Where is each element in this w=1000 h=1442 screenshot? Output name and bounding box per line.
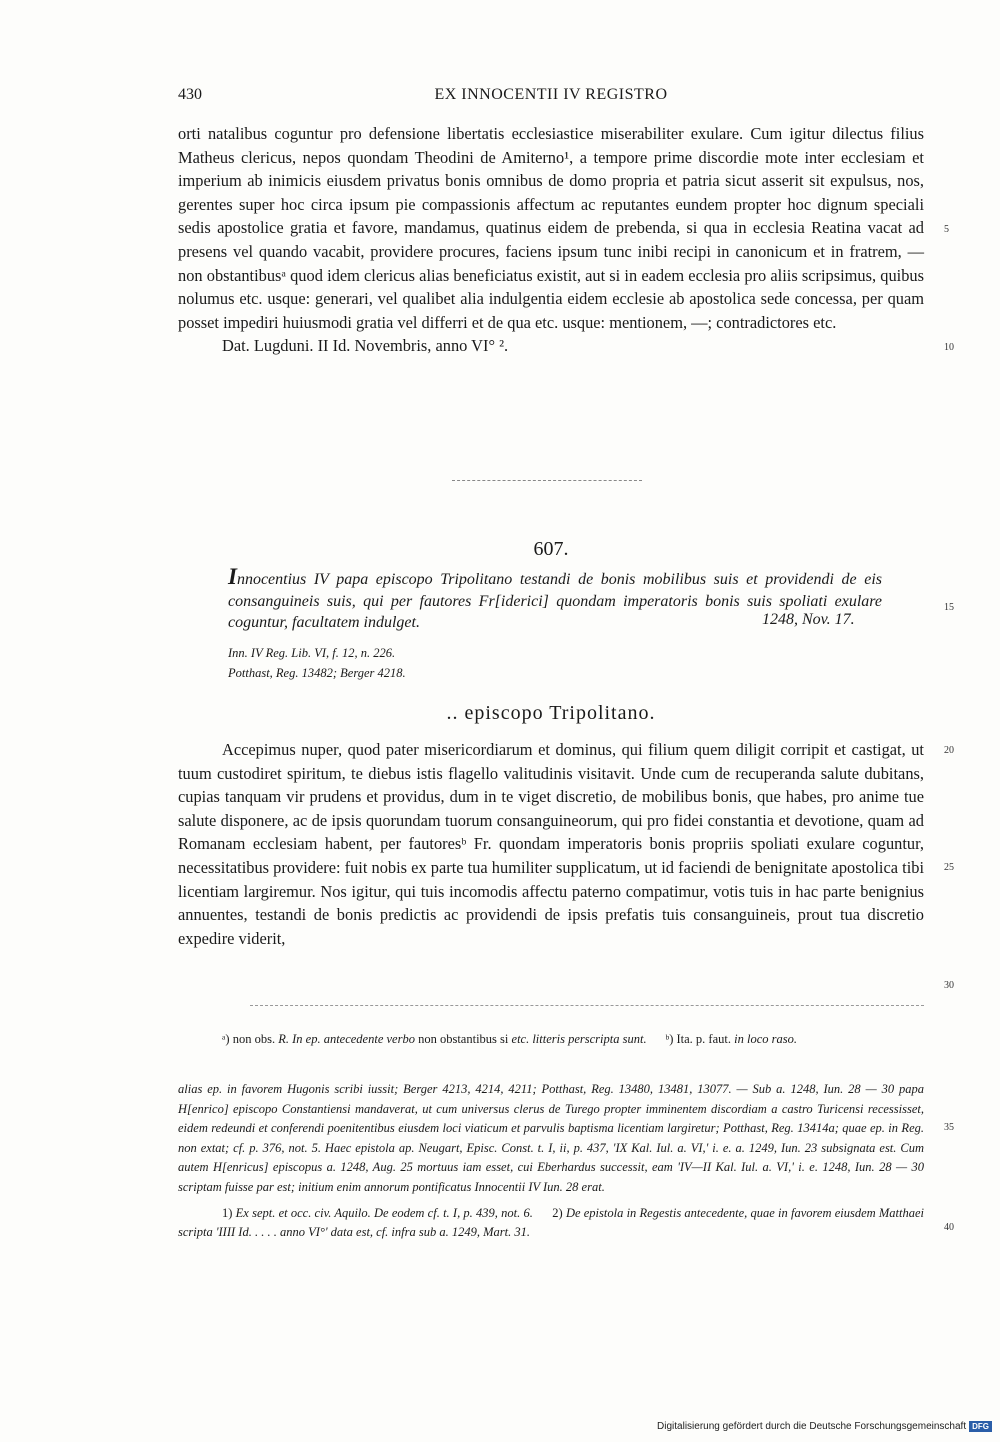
apparatus-a-1: non obs. bbox=[232, 1032, 276, 1046]
letter-607-text bbox=[178, 738, 924, 950]
source-register: Inn. IV Reg. Lib. VI, f. 12, n. 226. bbox=[228, 646, 396, 660]
line-number-5: 5 bbox=[944, 224, 949, 235]
letter-number: 607. bbox=[533, 538, 569, 560]
section-separator bbox=[452, 480, 642, 481]
footnote-1-text: Ex sept. et occ. civ. Aquilo. De eodem cf. t. I, p. 439, not. 6. bbox=[235, 1205, 533, 1220]
historical-footnotes bbox=[178, 1080, 924, 1243]
source-references bbox=[178, 643, 974, 683]
running-title: EX INNOCENTII IV REGISTRO bbox=[434, 86, 668, 103]
apparatus-a-5: etc. litteris perscripta sunt. bbox=[511, 1032, 647, 1046]
running-head bbox=[178, 86, 924, 108]
apparatus-a-2: R. bbox=[278, 1032, 289, 1046]
credit-text: Digitalisierung gefördert durch die Deutsche Forschungsgemeinschaft bbox=[657, 1421, 967, 1433]
apparatus-a-3: In ep. antecedente verbo bbox=[292, 1032, 415, 1046]
critical-apparatus bbox=[178, 1030, 924, 1050]
line-number-25: 25 bbox=[944, 862, 954, 873]
summary-date: 1248, Nov. 17. bbox=[762, 611, 855, 628]
apparatus-note-a bbox=[178, 1030, 924, 1050]
footnote-2-mark: 2) bbox=[552, 1205, 563, 1220]
line-number-10: 10 bbox=[944, 342, 954, 353]
dfg-logo-icon: DFG bbox=[969, 1421, 992, 1432]
letter-606-dating: Dat. Lugduni. II Id. Novembris, anno VI° ². bbox=[222, 336, 509, 356]
footnote-1-mark: 1) bbox=[222, 1205, 233, 1220]
apparatus-b-1: Ita. p. faut. bbox=[676, 1032, 731, 1046]
apparatus-b-2: in loco raso. bbox=[734, 1032, 797, 1046]
digitization-credit bbox=[620, 1421, 992, 1435]
apparatus-a-mark: ᵃ) bbox=[222, 1032, 230, 1046]
summary-text: nnocentius IV papa episcopo Tripolitano testandi de bonis mobilibus suis et providendi de eis consanguineis suis, qui per fautores Fr[iderici] quondam imperatoris bonis suis spoliati exulare coguntur, facultatem indulget. bbox=[228, 571, 882, 631]
letter-606-text bbox=[178, 122, 924, 358]
line-number-30: 30 bbox=[944, 980, 954, 991]
line-number-40: 40 bbox=[944, 1222, 954, 1233]
line-number-35: 35 bbox=[944, 1122, 954, 1133]
line-number-15: 15 bbox=[944, 602, 954, 613]
source-regesta: Potthast, Reg. 13482; Berger 4218. bbox=[228, 666, 406, 680]
footnote-continuation: alias ep. in favorem Hugonis scribi iussit; Berger 4213, 4214, 4211; Potthast, Reg. 13480, 13481, 13077. — Sub a. 1248, Iun. 28 — 30 papa H[enrico] episcopo Constantiensi mandaverat, ut cum universus clerus de Turego propter imminentem discordiam a castro Turicensi recessisset, eidem redeundi et conferendi poenitentibus eiusdem loci viaticum et parvulis baptisma licentiam largiretur; Potthast, Reg. 13414a; quae ep. in Reg. non extat; cf. p. 376, not. 5. Haec epistola ap. Neugart, Episc. Const. t. I, ii, p. 437, 'IX Kal. Iul. a. VI,' i. e. a. 1249, Iun. 23 subsignata est. Cum autem H[enricus] episcopus a. 1248, Aug. 25 mortuus iam esset, cui Eberhardus successit, eam 'IV—II Kal. Iul. a. VI,' i. e. 1248, Iun. 28 — 30 scriptam fuisse par est; initium enim annorum pontificatus Innocentii IV Iun. 28 erat. bbox=[178, 1082, 924, 1194]
letter-606-body: orti natalibus coguntur pro defensione libertatis ecclesiastice miserabiliter exulare. Cum igitur dilectus filius Matheus clericus, nepos quondam Theodini de Amiterno¹, a tempore prime discordie mote inter ecclesiam et imperium ab inimicis eiusdem privatus bonis omnibus de domo propria et patria sicut asserit sit expulsus, nos, gerentes super hoc circa ipsum pie compassionis affectum ac reputantes eundem propter hoc dignum speciali sedis apostolice gratia et favore, mandamus, quatinus eidem de prebenda, si qua in ecclesia Reatina vacat ad presens vel quando vacabit, providere procures, faciens ipsum tunc inibi recipi in canonicum et in fratrem, — non obstantibusᵃ quod idem clericus alias beneficiatus existit, aut si in eadem ecclesia pro aliis scripsimus, quibus nolumus etc. usque: generari, vel qualibet alia indulgentia eidem ecclesie ab apostolica sede concessa, per quam posset impediri huiusmodi gratia vel differri et de qua etc. usque: mentionem, —; contradictores etc. bbox=[178, 124, 924, 332]
footnote-1-2 bbox=[178, 1204, 924, 1243]
letter-607-body: Accepimus nuper, quod pater misericordiarum et dominus, qui filium quem diligit corripit et castigat, ut tuum custodiret spiritum, te diebus istis flagello valitudinis visitavit. Unde cum de recuperanda salute dubitans, cupias tanquam vir prudens et providus, dum in te viget discretio, de mobilibus bonis, que habes, pro anime tue salute disponere, ac de ipsis quorundam tuorum consanguineorum, qui pro fidei constantia et devotione, quam ad Romanam ecclesiam habent, per fautoresᵇ Fr. quondam imperatoris bonis propriis spoliati exulare coguntur, necessitatibus providere: fuit nobis ex parte tua humiliter supplicatum, ut id faciendi de benignitate apostolica tibi licentiam largiremur. Nos igitur, qui tuis incomodis affectu paterno compatimur, votis tuis in hac parte benignius annuentes, testandi de bonis predictis ac providendi de ipsis prefatis tuis consanguineis, prout tua discretio expedire viderit, bbox=[178, 740, 924, 948]
apparatus-a-4: non obstantibus si bbox=[418, 1032, 509, 1046]
footnote-2-text: De epistola in Regestis antecedente, quae in favorem eiusdem Matthaei scripta 'IIII Id. . . . . anno VI°' data est, cf. infra sub a. 1249, Mart. 31. bbox=[178, 1205, 925, 1240]
line-number-20: 20 bbox=[944, 745, 954, 756]
apparatus-b-mark: ᵇ) bbox=[665, 1032, 674, 1046]
page-number: 430 bbox=[178, 86, 202, 103]
footnote-rule bbox=[250, 1005, 924, 1006]
addressee: .. episcopo Tripolitano. bbox=[446, 702, 656, 724]
summary-initial: I bbox=[228, 564, 237, 589]
